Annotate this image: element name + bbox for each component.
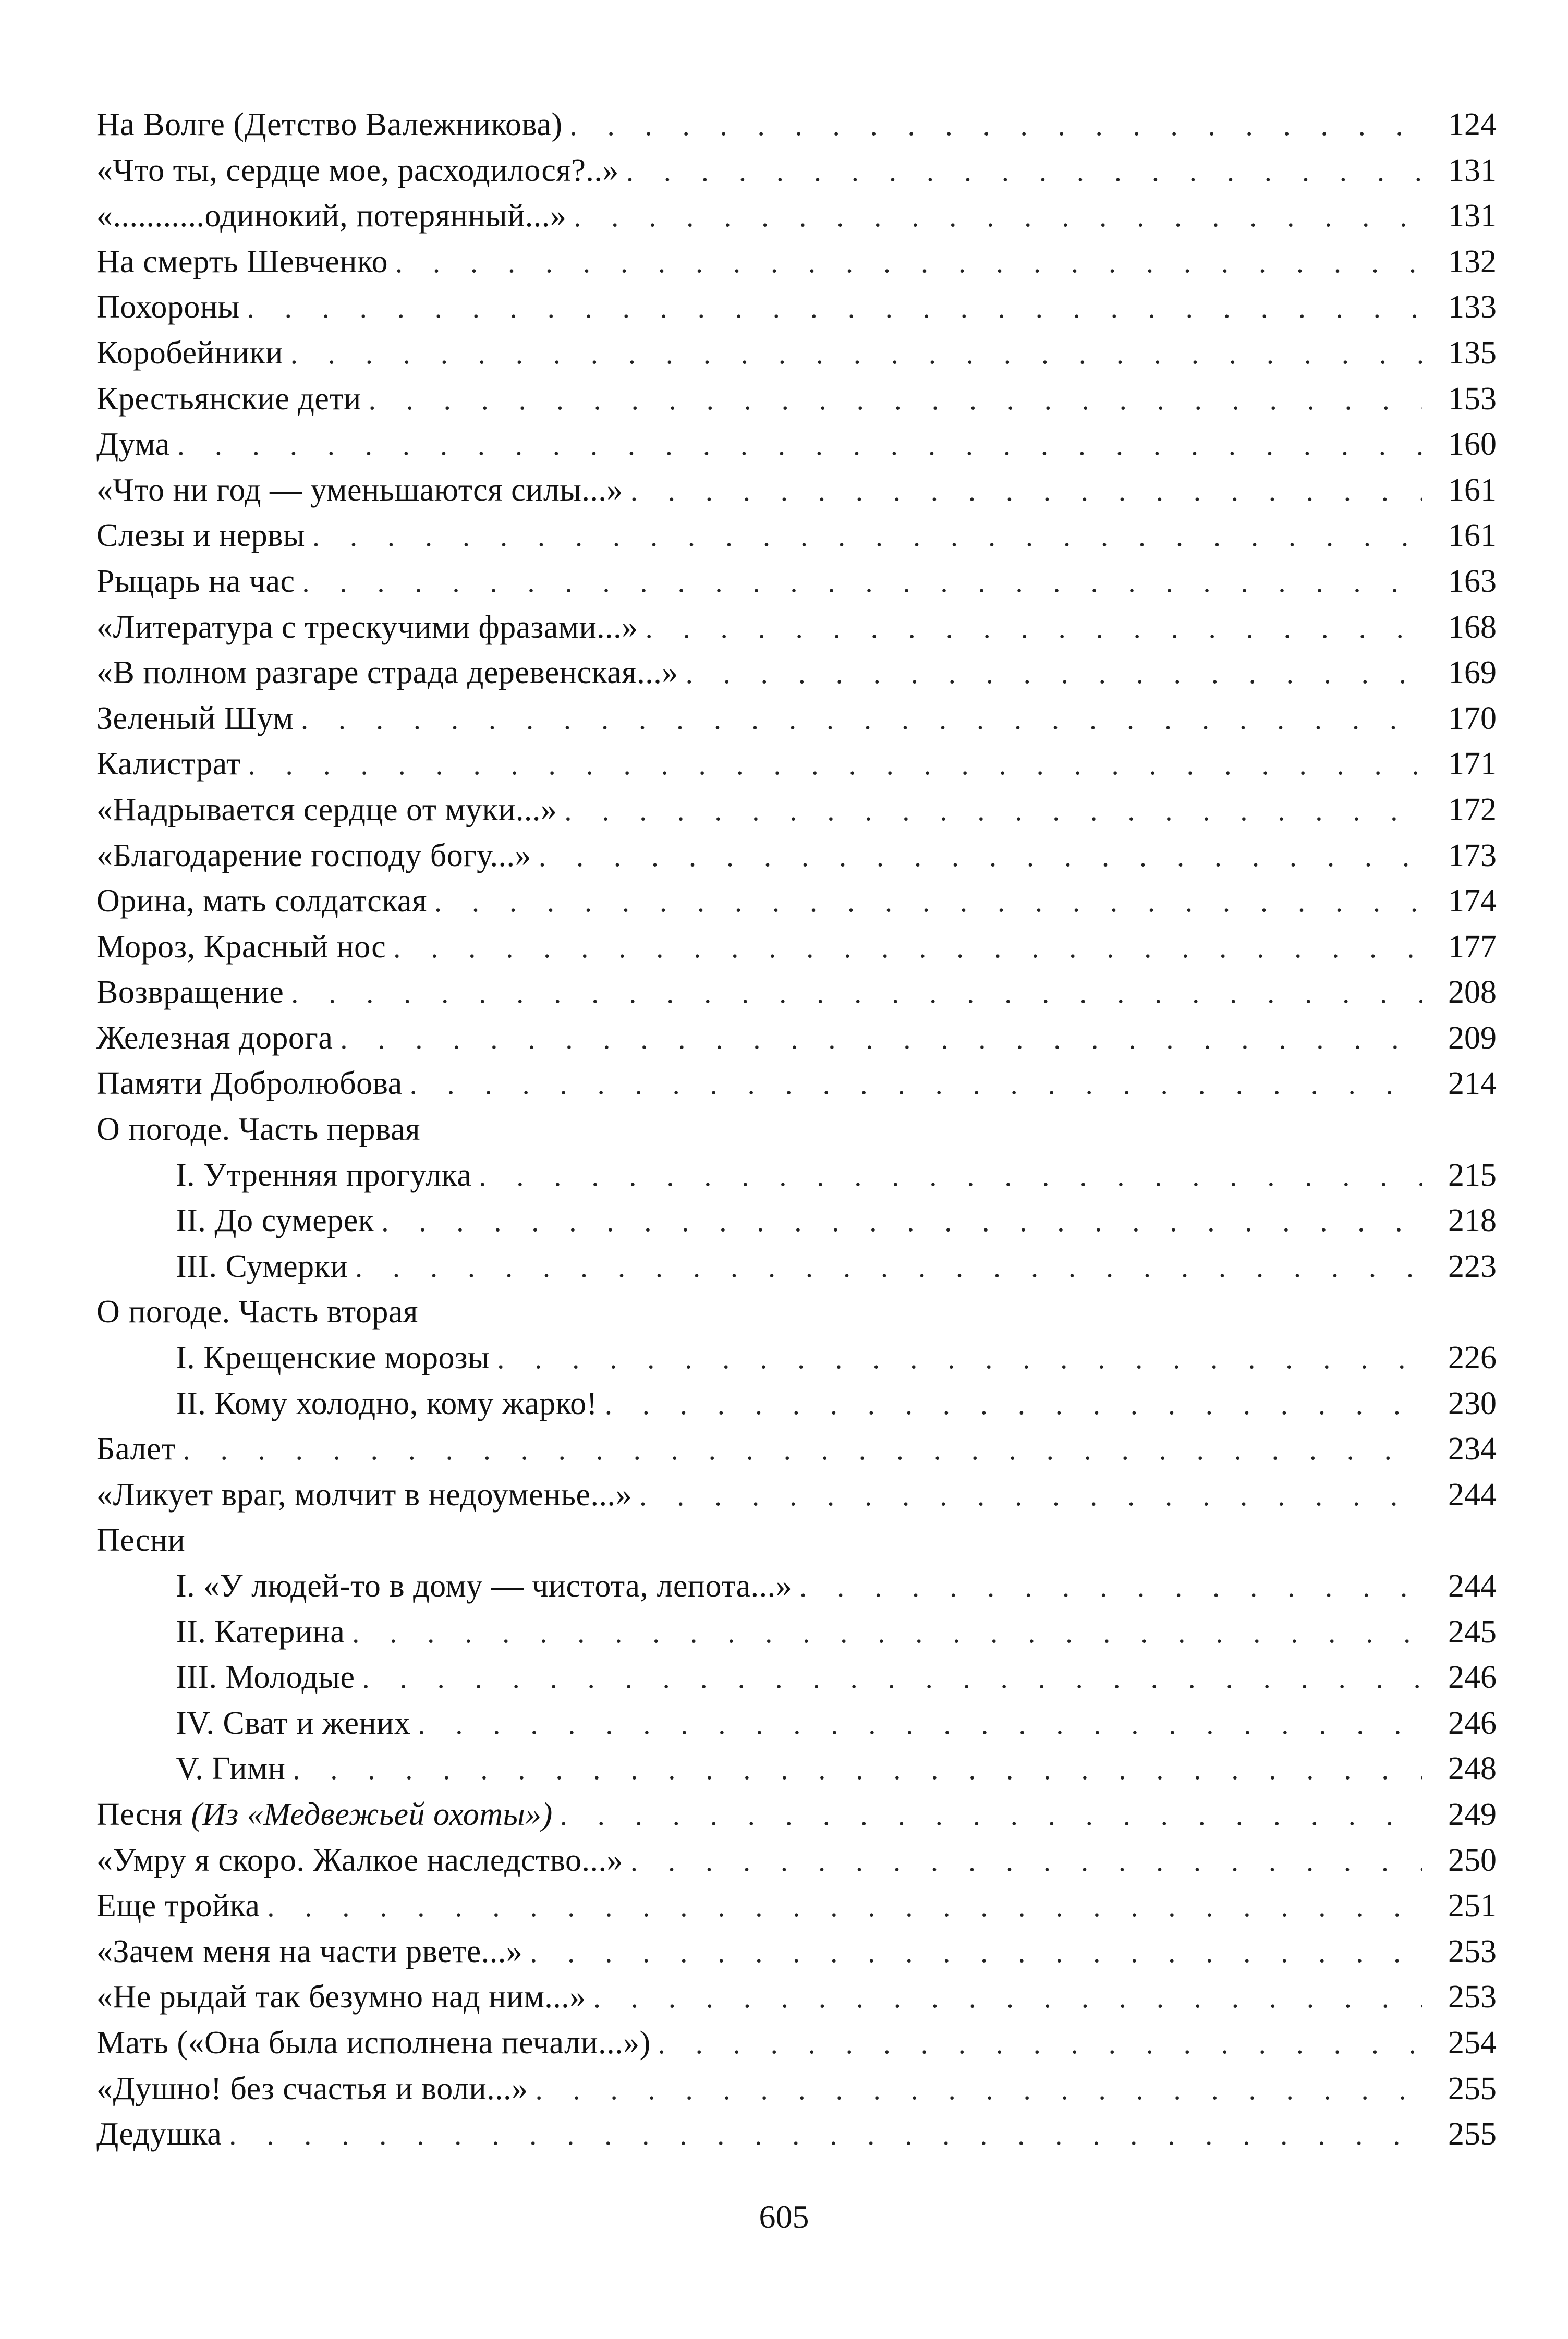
toc-entry: [96, 1701, 1497, 1747]
toc-entry-title: [96, 2066, 528, 2112]
toc-entry-title-text: «Душно! без счастья и воли...»: [96, 2070, 528, 2106]
toc-entry-title-text: Дедушка: [96, 2116, 222, 2152]
toc-entry: [96, 1427, 1497, 1472]
toc-entry-title-text: «Литература с трескучими фразами...»: [96, 609, 638, 645]
toc-entry-title-text: Слезы и нервы: [96, 518, 306, 554]
toc-entry-title-text: «Что ты, сердце мое, расходилося?..»: [96, 152, 619, 188]
toc-entry-title: [96, 1838, 623, 1884]
toc-entry-page: 251: [1448, 1888, 1497, 1924]
dot-leader: [381, 1199, 1422, 1245]
dot-leader: [293, 1747, 1422, 1793]
toc-entry-title-text: Мороз, Красный нос: [96, 929, 386, 965]
toc-entry-title-text: «Не рыдай так безумно над ним...»: [96, 1979, 586, 2015]
toc-entry-page: 209: [1448, 1020, 1497, 1056]
toc-entry: [96, 696, 1497, 742]
toc-entry-title-text: «Зачем меня на части рвете...»: [96, 1933, 523, 1969]
dot-leader: [630, 1839, 1422, 1885]
toc-entry-title: [96, 924, 386, 970]
toc-entry-page: 245: [1448, 1614, 1497, 1650]
toc-entry-title-text: III. Сумерки: [176, 1248, 348, 1284]
toc-entry-title-text: III. Молодые: [176, 1660, 355, 1696]
dot-leader: [434, 880, 1422, 925]
toc-entry-title: [96, 193, 566, 239]
dot-leader: [605, 1382, 1422, 1428]
toc-entry-title: [96, 879, 427, 924]
toc-entry-page: 172: [1448, 791, 1497, 827]
dot-leader: [183, 1428, 1422, 1473]
toc-entry: [96, 1929, 1497, 1975]
dot-leader: [355, 1245, 1422, 1291]
dot-leader: [574, 194, 1422, 240]
toc-entry: [96, 2112, 1497, 2158]
toc-entry-page: 244: [1448, 1477, 1497, 1513]
toc-entry-page: 131: [1448, 152, 1497, 188]
toc-entry-title-italic: (Из «Медвежьей охоты»): [191, 1796, 553, 1832]
toc-entry: [96, 1153, 1497, 1199]
toc-entry-title-text: О погоде. Часть вторая: [96, 1294, 418, 1330]
dot-leader: [340, 1017, 1422, 1063]
toc-entry-title: [96, 1655, 355, 1701]
toc-entry: [96, 285, 1497, 331]
toc-entry-page: 168: [1448, 609, 1497, 645]
toc-entry-page: 250: [1448, 1842, 1497, 1878]
toc-entry-title: [96, 376, 361, 422]
toc-entry-title: [96, 148, 619, 194]
toc-entry-title: [96, 1198, 374, 1244]
toc-entry-page: 255: [1448, 2116, 1497, 2152]
toc-entry-title-text: Рыцарь на час: [96, 563, 295, 599]
toc-entry-title-text: V. Гимн: [176, 1751, 286, 1787]
toc-entry-title-text: Калистрат: [96, 746, 241, 782]
toc-entry: [96, 1610, 1497, 1655]
dot-leader: [393, 925, 1422, 971]
toc-entry-title: [96, 285, 240, 331]
toc-entry: [96, 1198, 1497, 1244]
dot-leader: [229, 2113, 1422, 2159]
toc-entry-title-text: Похороны: [96, 289, 240, 325]
toc-entry-title: [96, 2112, 222, 2158]
toc-entry-title: [96, 787, 557, 833]
toc-entry-title: [96, 1289, 418, 1335]
toc-entry-page: 244: [1448, 1568, 1497, 1604]
dot-leader: [539, 834, 1422, 880]
toc-entry-title: [96, 696, 294, 742]
dot-leader: [362, 1656, 1422, 1702]
toc-entry-page: 249: [1448, 1796, 1497, 1832]
toc-entry-page: 131: [1448, 198, 1497, 234]
dot-leader: [290, 332, 1422, 377]
toc-entry-title-text: Еще тройка: [96, 1888, 260, 1924]
toc-entry-title-text: Песни: [96, 1522, 186, 1558]
toc-entry-title: [96, 102, 563, 148]
toc-entry-page: 246: [1448, 1705, 1497, 1741]
toc-entry-title: [96, 559, 295, 605]
dot-leader: [560, 1793, 1422, 1839]
toc-entry-title-text: На смерть Шевченко: [96, 243, 388, 279]
toc-entry-page: 170: [1448, 700, 1497, 736]
toc-entry: [96, 148, 1497, 194]
toc-entry-title-text: I. Крещенские морозы: [176, 1340, 490, 1376]
dot-leader: [395, 240, 1422, 286]
toc-entry: [96, 1016, 1497, 1062]
dot-leader: [630, 469, 1422, 515]
toc-entry: [96, 833, 1497, 879]
toc-entry: [96, 1564, 1497, 1610]
dot-leader: [267, 1884, 1422, 1930]
dot-leader: [497, 1336, 1422, 1382]
toc-entry: [96, 970, 1497, 1016]
toc-entry: [96, 2020, 1497, 2066]
toc-entry: [96, 422, 1497, 468]
toc-entry-title: [96, 1016, 333, 1062]
toc-entry-title: [96, 1564, 792, 1610]
toc-entry-title: [96, 331, 283, 376]
toc-entry-title-text: «В полном разгаре страда деревенская...»: [96, 655, 678, 691]
toc-entry-page: 173: [1448, 837, 1497, 873]
dot-leader: [312, 514, 1422, 560]
toc-entry-page: 234: [1448, 1431, 1497, 1467]
toc-entry-title: [96, 1929, 522, 1975]
toc-entry: [96, 1975, 1497, 2020]
dot-leader: [479, 1154, 1422, 1200]
toc-entry-title-text: Дума: [96, 427, 170, 462]
toc-entry-title-text: II. Катерина: [176, 1614, 345, 1650]
toc-entry-page: 223: [1448, 1248, 1497, 1284]
toc-entry-title: [96, 513, 305, 559]
toc-entry-title: [96, 1244, 348, 1290]
dot-leader: [536, 2067, 1422, 2113]
dot-leader: [369, 377, 1422, 423]
toc-entry-page: 246: [1448, 1660, 1497, 1696]
toc-entry: [96, 879, 1497, 924]
toc-entry: [96, 468, 1497, 514]
toc-entry-title-text: Крестьянские дети: [96, 381, 361, 417]
toc-entry-title-text: Памяти Добролюбова: [96, 1066, 403, 1102]
dot-leader: [410, 1062, 1422, 1108]
dot-leader: [564, 788, 1422, 834]
dot-leader: [570, 103, 1422, 149]
toc-entry-page: 153: [1448, 381, 1497, 417]
toc-entry: [96, 1381, 1497, 1427]
toc-entry-title-text: II. До сумерек: [176, 1203, 374, 1239]
toc-entry-title-text: О погоде. Часть первая: [96, 1112, 421, 1148]
toc-entry-title-text: Железная дорога: [96, 1020, 333, 1056]
toc-entry: [96, 1746, 1497, 1792]
toc-entry-title-text: «...........одинокий, потерянный...»: [96, 198, 567, 234]
dot-leader: [530, 1930, 1422, 1976]
toc-entry: [96, 1472, 1497, 1518]
toc-entry: [96, 1838, 1497, 1884]
toc-entry-title: [96, 1061, 403, 1107]
dot-leader: [302, 560, 1422, 606]
toc-entry-title-text: I. Утренняя прогулка: [176, 1157, 472, 1193]
toc-entry: [96, 1244, 1497, 1290]
toc-entry: [96, 1792, 1497, 1838]
dot-leader: [799, 1565, 1422, 1611]
toc-entry-title-text: Зеленый Шум: [96, 700, 294, 736]
toc-entry-title: [96, 1107, 420, 1153]
toc-entry-title: [96, 833, 531, 879]
toc-entry-title: [96, 1792, 553, 1838]
page-number-footer: 605: [759, 2198, 809, 2235]
toc-section-heading: [96, 1289, 1497, 1335]
toc-entry-page: 248: [1448, 1751, 1497, 1787]
toc-entry-title: [96, 605, 638, 651]
toc-entry-title-text: «Умру я скоро. Жалкое наследство...»: [96, 1842, 623, 1878]
toc-entry: [96, 2066, 1497, 2112]
toc-entry-page: 174: [1448, 883, 1497, 919]
toc-entry-page: 254: [1448, 2025, 1497, 2061]
table-of-contents: [96, 102, 1497, 2158]
toc-entry-page: 226: [1448, 1340, 1497, 1376]
toc-entry-title: [96, 1335, 490, 1381]
toc-entry-page: 218: [1448, 1203, 1497, 1239]
toc-entry-title: [96, 970, 284, 1016]
toc-entry-title: [96, 1701, 410, 1747]
toc-entry: [96, 924, 1497, 970]
toc-entry-page: 161: [1448, 472, 1497, 508]
toc-entry-title: [96, 1975, 586, 2020]
toc-entry-title-text: Орина, мать солдатская: [96, 883, 427, 919]
toc-entry-page: 135: [1448, 335, 1497, 371]
toc-entry-title: [96, 1746, 285, 1792]
toc-entry-title: [96, 468, 623, 514]
toc-entry: [96, 1883, 1497, 1929]
toc-entry-page: 132: [1448, 243, 1497, 279]
toc-entry-page: 161: [1448, 518, 1497, 554]
toc-section-heading: [96, 1518, 1497, 1564]
toc-entry-title: [96, 650, 678, 696]
toc-entry-page: 215: [1448, 1157, 1497, 1193]
toc-entry-title-text: I. «У людей-то в дому — чистота, лепота...»: [176, 1568, 793, 1604]
toc-entry-title-text: Коробейники: [96, 335, 283, 371]
toc-entry-title-text: Балет: [96, 1431, 176, 1467]
toc-entry: [96, 376, 1497, 422]
toc-entry-page: 171: [1448, 746, 1497, 782]
toc-entry-title: [96, 1381, 598, 1427]
toc-entry-title-text: На Волге (Детство Валежникова): [96, 107, 563, 142]
toc-entry-title-text: «Что ни год — уменьшаются силы...»: [96, 472, 623, 508]
toc-entry-title: [96, 1472, 632, 1518]
dot-leader: [658, 2021, 1422, 2067]
toc-entry-title: [96, 741, 241, 787]
toc-entry-title: [96, 2020, 651, 2066]
toc-entry-title-text: Мать («Она была исполнена печали...»): [96, 2025, 651, 2061]
toc-entry-title: [96, 422, 170, 468]
toc-entry-title-text: «Надрывается сердце от муки...»: [96, 791, 557, 827]
toc-entry: [96, 331, 1497, 376]
toc-entry-page: 208: [1448, 974, 1497, 1010]
dot-leader: [177, 423, 1422, 469]
toc-entry-title-text: Возвращение: [96, 974, 284, 1010]
toc-entry-title: [96, 1153, 471, 1199]
toc-entry-title-text: IV. Сват и жених: [176, 1705, 411, 1741]
toc-entry-title-text: II. Кому холодно, кому жарко!: [176, 1385, 598, 1421]
dot-leader: [301, 697, 1422, 743]
toc-entry-title: [96, 1518, 185, 1564]
toc-entry-page: 177: [1448, 929, 1497, 965]
toc-entry-title: [96, 1883, 260, 1929]
dot-leader: [646, 606, 1422, 652]
toc-entry: [96, 1335, 1497, 1381]
toc-entry-page: 255: [1448, 2070, 1497, 2106]
toc-entry-title-text: Песня: [96, 1796, 191, 1832]
dot-leader: [248, 742, 1422, 788]
toc-entry-page: 160: [1448, 427, 1497, 462]
toc-entry: [96, 193, 1497, 239]
toc-entry-title-text: «Ликует враг, молчит в недоуменье...»: [96, 1477, 633, 1513]
toc-entry-title-text: «Благодарение господу богу...»: [96, 837, 531, 873]
dot-leader: [247, 286, 1422, 332]
toc-entry-page: 133: [1448, 289, 1497, 325]
dot-leader: [352, 1611, 1422, 1656]
toc-entry: [96, 239, 1497, 285]
toc-entry-title: [96, 1427, 176, 1472]
toc-entry-page: 230: [1448, 1385, 1497, 1421]
toc-entry: [96, 1655, 1497, 1701]
toc-entry-page: 163: [1448, 563, 1497, 599]
toc-entry: [96, 787, 1497, 833]
toc-entry-page: 253: [1448, 1979, 1497, 2015]
toc-entry-page: 124: [1448, 107, 1497, 142]
toc-entry: [96, 741, 1497, 787]
toc-entry-title: [96, 1610, 345, 1655]
dot-leader: [626, 149, 1422, 195]
toc-entry-page: 214: [1448, 1066, 1497, 1102]
toc-entry: [96, 102, 1497, 148]
toc-entry: [96, 559, 1497, 605]
dot-leader: [418, 1702, 1422, 1748]
toc-entry-page: 253: [1448, 1933, 1497, 1969]
toc-entry: [96, 605, 1497, 651]
toc-entry: [96, 513, 1497, 559]
toc-section-heading: [96, 1107, 1497, 1153]
dot-leader: [291, 971, 1422, 1017]
dot-leader: [639, 1473, 1422, 1519]
dot-leader: [686, 651, 1422, 697]
toc-entry-page: 169: [1448, 655, 1497, 691]
dot-leader: [593, 1976, 1422, 2021]
toc-entry-title: [96, 239, 388, 285]
toc-entry: [96, 1061, 1497, 1107]
toc-entry: [96, 650, 1497, 696]
